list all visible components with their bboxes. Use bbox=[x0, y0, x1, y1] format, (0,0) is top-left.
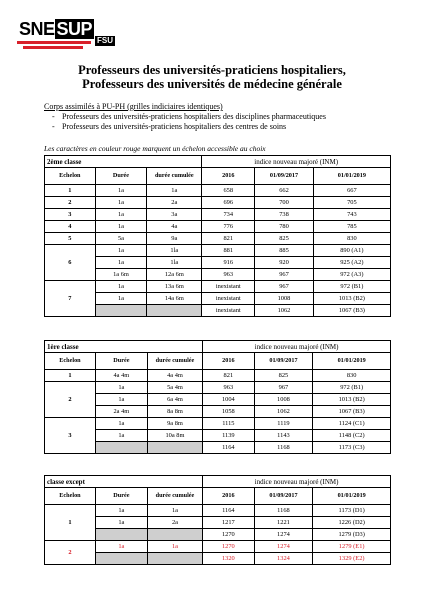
table-cell: 830 bbox=[313, 233, 390, 245]
corps-section bbox=[44, 102, 326, 132]
grid-table-2eme-classe bbox=[44, 155, 391, 317]
logo-text: SNE SUP bbox=[19, 19, 93, 39]
table-cell: 9a 8m bbox=[147, 418, 202, 430]
table-cell: 1008 bbox=[254, 394, 313, 406]
table-cell: 734 bbox=[202, 209, 255, 221]
table-cell: 5a 4m bbox=[147, 382, 202, 394]
col-echelon: Echelon bbox=[45, 488, 96, 505]
table-cell: 1la bbox=[147, 257, 202, 269]
table-cell: 2a bbox=[147, 517, 202, 529]
table-cell: 658 bbox=[202, 185, 255, 197]
corps-heading: Corps assimilés à PU-PH (grilles indiciaires identiques) bbox=[44, 102, 223, 111]
table-row bbox=[45, 541, 391, 553]
table-cell: 1226 (D2) bbox=[313, 517, 391, 529]
table-cell: 1 bbox=[45, 370, 96, 382]
table-cell: 2a 4m bbox=[95, 406, 147, 418]
table-row bbox=[45, 442, 391, 454]
table-cell: 1a bbox=[95, 418, 147, 430]
table-cell: 1274 bbox=[254, 529, 313, 541]
table-cell: 12a 6m bbox=[147, 269, 202, 281]
table-cell: 5a bbox=[95, 233, 147, 245]
table-cell: 1062 bbox=[254, 406, 313, 418]
col-2017: 01/09/2017 bbox=[255, 168, 314, 185]
table-cell: 1a 6m bbox=[95, 269, 147, 281]
table-cell: 1124 (C1) bbox=[313, 418, 391, 430]
table-cell: 1139 bbox=[203, 430, 254, 442]
grade-header: 2ème classe bbox=[45, 156, 202, 168]
table-cell: 1a bbox=[95, 541, 147, 553]
table-cell: 1a bbox=[95, 221, 147, 233]
table-cell: 3a bbox=[147, 209, 202, 221]
col-2019: 01/01/2019 bbox=[313, 353, 391, 370]
table-cell: 2a bbox=[147, 197, 202, 209]
table-cell: 10a 8m bbox=[147, 430, 202, 442]
table-cell bbox=[147, 442, 202, 454]
table-cell: 1274 bbox=[254, 541, 313, 553]
col-cumulee: durée cumulée bbox=[147, 488, 202, 505]
table-cell: 885 bbox=[255, 245, 314, 257]
table-cell: 3 bbox=[45, 209, 96, 221]
table-cell: 1a bbox=[95, 430, 147, 442]
table-row bbox=[45, 529, 391, 541]
table-cell: 1173 (C3) bbox=[313, 442, 391, 454]
table-cell: 1058 bbox=[203, 406, 254, 418]
table-row bbox=[45, 517, 391, 529]
table-cell: 972 (B1) bbox=[313, 382, 391, 394]
table-cell: 6 bbox=[45, 245, 96, 281]
table-row bbox=[45, 382, 391, 394]
table-cell: 881 bbox=[202, 245, 255, 257]
table-cell: 1a bbox=[95, 197, 147, 209]
table-cell: 13a 6m bbox=[147, 281, 202, 293]
table-cell: 1164 bbox=[203, 505, 254, 517]
table-cell: 1168 bbox=[254, 505, 313, 517]
table-cell: 1a bbox=[95, 517, 147, 529]
table-cell: 1a bbox=[95, 394, 147, 406]
table-cell: 1067 (B3) bbox=[313, 406, 391, 418]
table-row bbox=[45, 430, 391, 442]
table-cell: 1168 bbox=[254, 442, 313, 454]
table-cell: 1115 bbox=[203, 418, 254, 430]
table-cell: 890 (A1) bbox=[313, 245, 390, 257]
table-cell: 967 bbox=[254, 382, 313, 394]
table-cell: 1a bbox=[147, 505, 202, 517]
inm-header: indice nouveau majoré (INM) bbox=[203, 341, 391, 353]
table-cell: 1062 bbox=[255, 305, 314, 317]
table-cell: 1013 (B2) bbox=[313, 293, 390, 305]
table-cell: 1270 bbox=[203, 541, 254, 553]
table-cell: 738 bbox=[255, 209, 314, 221]
col-duree: Durée bbox=[95, 168, 147, 185]
col-echelon: Echelon bbox=[45, 353, 96, 370]
table-row bbox=[45, 209, 391, 221]
table-cell: 963 bbox=[203, 382, 254, 394]
table-cell: 1119 bbox=[254, 418, 313, 430]
table-row bbox=[45, 245, 391, 257]
table-cell: 1270 bbox=[203, 529, 254, 541]
table-cell: 1221 bbox=[254, 517, 313, 529]
table-cell: 1067 (B3) bbox=[313, 305, 390, 317]
table-cell: 1 bbox=[45, 505, 96, 541]
table-cell bbox=[147, 529, 202, 541]
table-cell: 1148 (C2) bbox=[313, 430, 391, 442]
corps-item: - Professeurs des universités-praticiens hospitaliers des disciplines pharmaceutiques bbox=[62, 112, 326, 122]
col-2016: 2016 bbox=[202, 168, 255, 185]
table-cell: 1a bbox=[95, 257, 147, 269]
table-cell bbox=[147, 305, 202, 317]
table-cell: 916 bbox=[202, 257, 255, 269]
table-cell: 1320 bbox=[203, 553, 254, 565]
table-row bbox=[45, 221, 391, 233]
table-cell: 696 bbox=[202, 197, 255, 209]
page-title-line2: Professeurs des universités de médecine générale bbox=[82, 77, 342, 91]
logo-stripe bbox=[23, 46, 83, 49]
col-2019: 01/01/2019 bbox=[313, 488, 391, 505]
table-cell: 1a bbox=[95, 293, 147, 305]
table-cell: 4a bbox=[147, 221, 202, 233]
grid-table-1ere-classe bbox=[44, 340, 391, 454]
col-2017: 01/09/2017 bbox=[254, 488, 313, 505]
corps-item: - Professeurs des universités-praticiens hospitaliers des centres de soins bbox=[62, 122, 326, 132]
table-cell: 967 bbox=[255, 281, 314, 293]
table-row bbox=[45, 185, 391, 197]
table-row bbox=[45, 305, 391, 317]
table-cell: 662 bbox=[255, 185, 314, 197]
table-cell: inexistant bbox=[202, 293, 255, 305]
table-cell: 1329 (E2) bbox=[313, 553, 391, 565]
table-cell: 1a bbox=[95, 209, 147, 221]
table-cell bbox=[147, 553, 202, 565]
table-cell: 1173 (D1) bbox=[313, 505, 391, 517]
table-cell: 972 (B1) bbox=[313, 281, 390, 293]
table-cell: 5 bbox=[45, 233, 96, 245]
col-2017: 01/09/2017 bbox=[254, 353, 313, 370]
col-echelon: Echelon bbox=[45, 168, 96, 185]
table-cell: 1 bbox=[45, 185, 96, 197]
table-cell: 2 bbox=[45, 541, 96, 565]
table-cell: 1008 bbox=[255, 293, 314, 305]
table-row bbox=[45, 394, 391, 406]
table-cell bbox=[95, 553, 147, 565]
table-cell: 825 bbox=[255, 233, 314, 245]
table-cell: 1a bbox=[147, 541, 202, 553]
table-row bbox=[45, 505, 391, 517]
table-cell: 1279 (D3) bbox=[313, 529, 391, 541]
table-cell: 1a bbox=[95, 281, 147, 293]
table-cell: 1a bbox=[95, 185, 147, 197]
table-cell bbox=[95, 305, 147, 317]
table-cell: 785 bbox=[313, 221, 390, 233]
table-cell: inexistant bbox=[202, 281, 255, 293]
col-cumulee: durée cumulée bbox=[147, 353, 202, 370]
table-cell: 1143 bbox=[254, 430, 313, 442]
table-cell: 967 bbox=[255, 269, 314, 281]
table-row bbox=[45, 418, 391, 430]
table-cell: 1a bbox=[147, 185, 202, 197]
table-cell: 3 bbox=[45, 418, 96, 454]
table-cell: 700 bbox=[255, 197, 314, 209]
grid-table-classe-except bbox=[44, 475, 391, 565]
table-cell: 1a bbox=[95, 505, 147, 517]
legend-note: Les caractères en couleur rouge marquent un échelon accessible au choix bbox=[44, 144, 266, 153]
table-cell: 667 bbox=[313, 185, 390, 197]
table-cell: 1a bbox=[95, 245, 147, 257]
table-cell: 972 (A3) bbox=[313, 269, 390, 281]
grade-header: classe except bbox=[45, 476, 203, 488]
table-cell: inexistant bbox=[202, 305, 255, 317]
table-row bbox=[45, 553, 391, 565]
table-cell: 1a bbox=[95, 382, 147, 394]
table-cell: 821 bbox=[203, 370, 254, 382]
table-cell: 776 bbox=[202, 221, 255, 233]
snesup-logo bbox=[17, 16, 113, 52]
table-cell: 920 bbox=[255, 257, 314, 269]
col-2016: 2016 bbox=[203, 353, 254, 370]
table-row bbox=[45, 269, 391, 281]
table-cell: 1la bbox=[147, 245, 202, 257]
table-cell: 6a 4m bbox=[147, 394, 202, 406]
table-cell: 963 bbox=[202, 269, 255, 281]
table-cell: 743 bbox=[313, 209, 390, 221]
table-cell: 9a bbox=[147, 233, 202, 245]
table-cell: 1279 (E1) bbox=[313, 541, 391, 553]
col-duree: Durée bbox=[95, 353, 147, 370]
table-cell: 821 bbox=[202, 233, 255, 245]
col-2016: 2016 bbox=[203, 488, 254, 505]
table-row bbox=[45, 370, 391, 382]
table-cell: 1164 bbox=[203, 442, 254, 454]
page-title-line1: Professeurs des universités-praticiens hospitaliers, bbox=[78, 63, 346, 77]
corps-list bbox=[44, 112, 326, 132]
grade-header: 1ère classe bbox=[45, 341, 203, 353]
col-2019: 01/01/2019 bbox=[313, 168, 390, 185]
table-cell: 825 bbox=[254, 370, 313, 382]
table-cell: 1004 bbox=[203, 394, 254, 406]
table-cell: 925 (A2) bbox=[313, 257, 390, 269]
table-row bbox=[45, 281, 391, 293]
table-cell: 2 bbox=[45, 197, 96, 209]
table-cell: 4 bbox=[45, 221, 96, 233]
table-cell: 780 bbox=[255, 221, 314, 233]
table-cell: 705 bbox=[313, 197, 390, 209]
table-row bbox=[45, 197, 391, 209]
table-row bbox=[45, 406, 391, 418]
table-row bbox=[45, 233, 391, 245]
table-cell: 1013 (B2) bbox=[313, 394, 391, 406]
table-cell: 1324 bbox=[254, 553, 313, 565]
logo-fsu: FSU bbox=[97, 36, 113, 45]
table-cell: 8a 8m bbox=[147, 406, 202, 418]
logo-stripe bbox=[17, 41, 91, 44]
table-cell: 7 bbox=[45, 281, 96, 317]
col-cumulee: durée cumulée bbox=[147, 168, 202, 185]
table-cell: 1217 bbox=[203, 517, 254, 529]
table-cell: 4a 4m bbox=[147, 370, 202, 382]
col-duree: Durée bbox=[95, 488, 147, 505]
table-row bbox=[45, 293, 391, 305]
table-cell bbox=[95, 529, 147, 541]
table-cell bbox=[95, 442, 147, 454]
table-cell: 830 bbox=[313, 370, 391, 382]
inm-header: indice nouveau majoré (INM) bbox=[202, 156, 391, 168]
table-cell: 2 bbox=[45, 382, 96, 418]
table-cell: 14a 6m bbox=[147, 293, 202, 305]
table-cell: 4a 4m bbox=[95, 370, 147, 382]
table-row bbox=[45, 257, 391, 269]
inm-header: indice nouveau majoré (INM) bbox=[203, 476, 391, 488]
